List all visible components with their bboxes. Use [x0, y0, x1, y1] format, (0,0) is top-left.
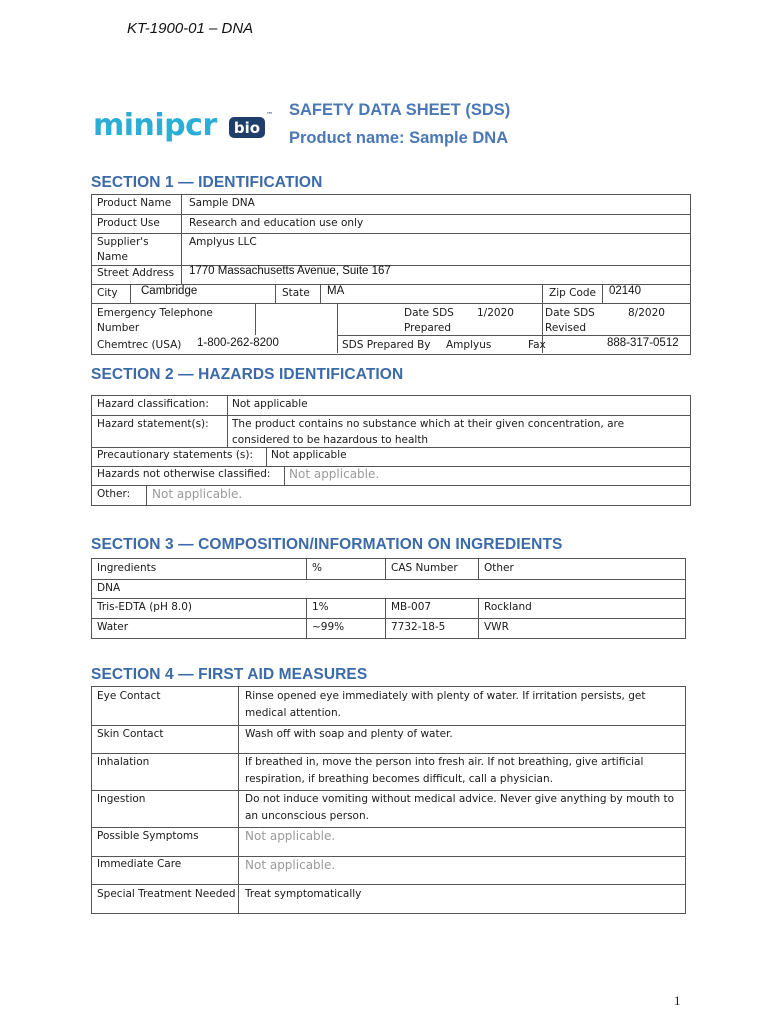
section-3-heading: SECTION 3 — COMPOSITION/INFORMATION ON INGREDIENTS [91, 536, 563, 553]
table-rule [92, 725, 685, 726]
first-aid-value-skin-contact: Wash off with soap and plenty of water. [245, 728, 453, 740]
date-prepared-label-line2: Prepared [404, 322, 452, 334]
sds-title: SAFETY DATA SHEET (SDS) [289, 101, 511, 119]
hazard-classification-label: Hazard classification: [97, 398, 209, 410]
table-rule [542, 284, 543, 303]
document-id: KT-1900-01 – DNA [127, 20, 254, 37]
date-prepared-value[interactable]: 1/2020 [477, 307, 514, 319]
table-rule [478, 559, 479, 579]
logo-badge-text: bio [233, 119, 261, 137]
precautionary-statements-label: Precautionary statements (s): [97, 449, 254, 461]
first-aid-label-possible-symptoms: Possible Symptoms [97, 830, 199, 842]
ingredient-name: Water [97, 621, 129, 633]
chemtrec-label: Chemtrec (USA) [97, 339, 182, 351]
supplier-label: Supplier's [97, 236, 149, 248]
ingredient-percent: 1% [312, 601, 329, 613]
first-aid-label-eye-contact: Eye Contact [97, 690, 161, 702]
ingredient-other: Rockland [484, 601, 532, 613]
hazard-statements-value: The product contains no substance which at their given concentration, are considered to be hazardous to health [232, 418, 625, 446]
date-revised-label-line2: Revised [545, 322, 587, 334]
emergency-phone-label: Emergency Telephone [97, 307, 213, 319]
city-field[interactable]: Cambridge [141, 285, 198, 297]
fax-label: Fax [528, 339, 546, 351]
first-aid-label-skin-contact: Skin Contact [97, 728, 164, 740]
street-address-label: Street Address [97, 267, 175, 279]
table-rule [146, 485, 147, 506]
date-revised-value[interactable]: 8/2020 [628, 307, 665, 319]
table-rule [92, 884, 685, 885]
ingredient-percent: ~99% [312, 621, 345, 633]
ingredient-cas-number: MB-007 [391, 601, 432, 613]
ingredient-name: DNA [97, 582, 121, 594]
table-rule [337, 303, 338, 353]
table-rule [284, 466, 285, 485]
section-2-heading: SECTION 2 — HAZARDS IDENTIFICATION [91, 366, 404, 383]
ingredient-cas-number: 7732-18-5 [391, 621, 446, 633]
first-aid-label-ingestion: Ingestion [97, 793, 146, 805]
supplier-label-line2: Name [97, 251, 128, 263]
ingredient-other: VWR [484, 621, 509, 633]
zip-code-field[interactable]: 02140 [609, 285, 641, 297]
table-rule [255, 303, 256, 335]
ingredients-table [91, 558, 686, 639]
hazards-not-classified-field[interactable]: Not applicable. [289, 467, 380, 481]
table-rule [478, 598, 479, 638]
sds-prepared-by-label: SDS Prepared By [342, 339, 431, 351]
possible-symptoms-field[interactable]: Not applicable. [245, 829, 336, 843]
ingredient-name: Tris-EDTA (pH 8.0) [97, 601, 192, 613]
column-header-ingredients: Ingredients [97, 562, 157, 574]
product-name-value: Sample DNA [189, 197, 255, 209]
table-rule [92, 598, 685, 599]
table-rule [92, 618, 685, 619]
product-use-value: Research and education use only [189, 217, 364, 229]
table-rule [181, 195, 182, 284]
hazard-classification-value: Not applicable [232, 398, 308, 410]
hazards-not-classified-label: Hazards not otherwise classified: [97, 468, 271, 480]
immediate-care-field[interactable]: Not applicable. [245, 858, 336, 872]
zip-code-label: Zip Code [549, 287, 596, 299]
table-rule [385, 559, 386, 579]
first-aid-label-special-treatment: Special Treatment Needed [97, 888, 236, 900]
street-address-field[interactable]: 1770 Massachusetts Avenue, Suite 167 [189, 265, 391, 277]
date-revised-label: Date SDS [545, 307, 595, 319]
minipcr-logo-graphic [93, 105, 273, 147]
supplier-value: Amplyus LLC [189, 236, 257, 248]
first-aid-value-inhalation: If breathed in, move the person into fresh air. If not breathing, give artificial respiration, if breathing becomes difficult, call a physician. [245, 756, 644, 785]
table-rule [385, 598, 386, 638]
column-header-other: Other [484, 562, 514, 574]
product-name-title: Product name: Sample DNA [289, 129, 509, 147]
precautionary-statements-value: Not applicable [271, 449, 347, 461]
sds-prepared-by-value[interactable]: Amplyus [446, 339, 492, 351]
table-rule [320, 284, 321, 303]
chemtrec-phone-field[interactable]: 1-800-262-8200 [197, 337, 279, 349]
state-field[interactable]: MA [327, 285, 345, 297]
table-rule [238, 687, 239, 913]
identification-table [91, 194, 691, 355]
emergency-phone-label-line2: Number [97, 322, 140, 334]
first-aid-value-special-treatment: Treat symptomatically [245, 888, 362, 900]
other-label: Other: [97, 488, 131, 500]
first-aid-label-inhalation: Inhalation [97, 756, 150, 768]
table-rule [275, 284, 276, 303]
table-rule [266, 447, 267, 466]
section-1-heading: SECTION 1 — IDENTIFICATION [91, 174, 323, 191]
minipcr-logo [93, 105, 273, 147]
column-header-cas-number: CAS Number [391, 562, 458, 574]
table-rule [306, 598, 307, 638]
hazard-statements-label: Hazard statement(s): [97, 418, 209, 430]
product-use-label: Product Use [97, 217, 160, 229]
fax-field[interactable]: 888-317-0512 [607, 337, 679, 349]
table-rule [306, 559, 307, 579]
logo-wordmark: minipcr [93, 108, 217, 143]
first-aid-label-immediate-care: Immediate Care [97, 858, 182, 870]
other-field[interactable]: Not applicable. [152, 487, 243, 501]
first-aid-value-eye-contact: Rinse opened eye immediately with plenty of water. If irritation persists, get medical attention. [245, 690, 646, 719]
table-rule [130, 284, 131, 303]
logo-trademark: ™ [266, 111, 273, 119]
table-rule [602, 284, 603, 303]
table-rule [92, 827, 685, 828]
state-label: State [282, 287, 310, 299]
city-label: City [97, 287, 118, 299]
column-header-percent: % [312, 562, 322, 574]
date-prepared-label: Date SDS [404, 307, 454, 319]
table-rule [92, 579, 685, 580]
first-aid-value-ingestion: Do not induce vomiting without medical advice. Never give anything by mouth to an unconscious person. [245, 793, 675, 822]
table-rule [227, 396, 228, 447]
table-rule [92, 485, 690, 486]
section-4-heading: SECTION 4 — FIRST AID MEASURES [91, 666, 368, 683]
page-number: 1 [674, 993, 681, 1008]
product-name-label: Product Name [97, 197, 172, 209]
table-rule [92, 303, 690, 304]
